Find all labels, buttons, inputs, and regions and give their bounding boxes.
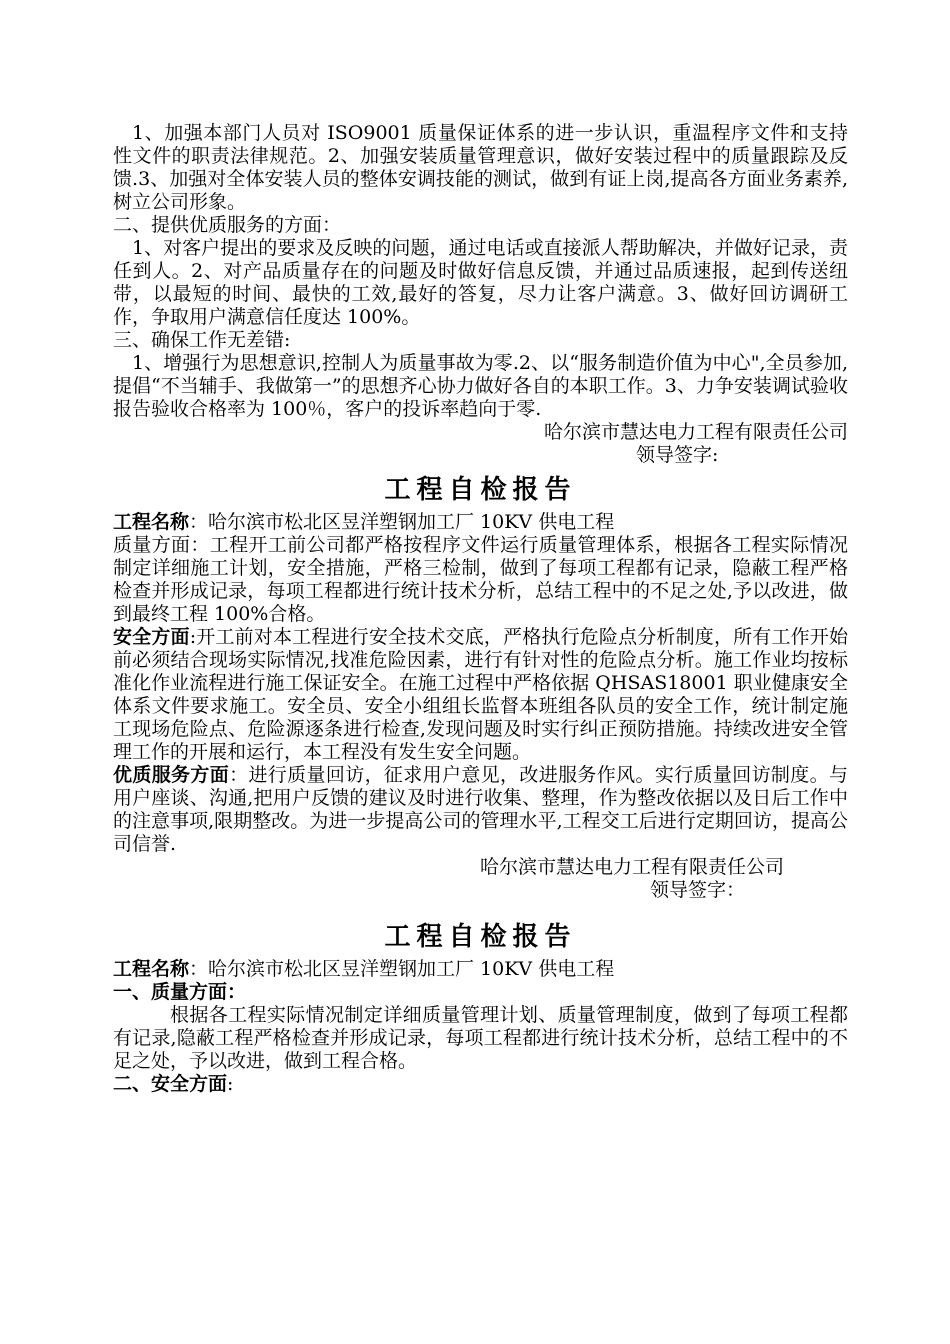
project-name <box>113 511 848 534</box>
document-page <box>113 122 848 1096</box>
report-title: 工程自检报告 <box>384 475 577 505</box>
paragraph-service: 1、对客户提出的要求及反映的问题，通过电话或直接派人帮助解决，并做好记录，责任到人。2、对产品质量存在的问题及时做好信息反馈，并通过品质速报，起到传送纽带，以最短的时间、最快的工效,最好的答复，尽力让客户满意。3、做好回访调研工作，争取用户满意信任度达 100%。 <box>113 237 848 328</box>
safety-text: :开工前对本工程进行安全技术交底，严格执行危险点分析制度，所有工作开始前必须结合现场实际情况,找准危险因素，进行有针对性的危险点分析。施工作业均按标准化作业流程进行施工保证安全。在施工过程中严格依据 QHSAS18001 职业健康安全体系文件要求施工。安全员、安全小组组长监督本班组各队员的安全工作，统计制定施工现场危险点、危险源逐条进行检查,发现问题及时实行纠正预防措施。持续改进安全管理工作的开展和运行，本工程没有发生安全问题。 <box>113 626 848 763</box>
paragraph-quality-awareness: 1、加强本部门人员对 ISO9001 质量保证体系的进一步认识，重温程序文件和支持性文件的职责法律规范。2、加强安装质量管理意识，做好安装过程中的质量跟踪及反馈.3、加强对全体安装人员的整体安调技能的测试，做到有证上岗,提高各方面业务素养,树立公司形象。 <box>113 122 848 213</box>
project-name-value: ：哈尔滨市松北区昱洋塑钢加工厂 10KV 供电工程 <box>189 511 615 533</box>
heading-safety-colon: : <box>227 1073 234 1095</box>
safety-label: 安全方面 <box>113 626 190 648</box>
company-name: 哈尔滨市慧达电力工程有限责任公司 <box>480 856 785 878</box>
heading-safety-label: 二、安全方面 <box>113 1073 228 1095</box>
project-name <box>113 958 848 981</box>
paragraph-quality-service <box>113 764 848 856</box>
heading-no-errors: 三、确保工作无差错: <box>113 329 291 351</box>
project-name-label: 工程名称 <box>113 958 190 980</box>
leader-signature: 领导签字: <box>636 444 719 466</box>
heading-safety <box>113 1073 848 1096</box>
paragraph-no-errors: 1、增强行为思想意识,控制人为质量事故为零.2、以“服务制造价值为中心",全员参加,提倡“不当辅手、我做第一”的思想齐心协力做好各自的本职工作。3、力争安装调试验收报告验收合格率为 100％，客户的投诉率趋向于零. <box>113 352 848 420</box>
project-name-label: 工程名称 <box>113 511 190 533</box>
company-name: 哈尔滨市慧达电力工程有限责任公司 <box>543 421 848 443</box>
project-name-value: ：哈尔滨市松北区昱洋塑钢加工厂 10KV 供电工程 <box>189 958 615 980</box>
report-title: 工程自检报告 <box>384 922 577 952</box>
heading-service: 二、提供优质服务的方面： <box>113 214 342 236</box>
heading-quality: 一、质量方面： <box>113 981 247 1003</box>
paragraph-quality: 质量方面：工程开工前公司都严格按程序文件运行质量管理体系，根据各工程实际情况制定详细施工计划，安全措施，严格三检制，做到了每项工程都有记录，隐蔽工程严格检查并形成记录，每项工程都进行统计技术分析，总结工程中的不足之处,予以改进，做到最终工程 100%合格。 <box>113 534 848 625</box>
leader-signature: 领导签字： <box>650 879 746 901</box>
paragraph-quality-plan: 根据各工程实际情况制定详细质量管理计划、质量管理制度，做到了每项工程都有记录,隐蔽工程严格检查并形成记录，每项工程都进行统计技术分析，总结工程中的不足之处，予以改进，做到工程合格。 <box>113 1004 848 1072</box>
paragraph-safety <box>113 626 848 764</box>
service-label: 优质服务方面 <box>113 764 230 786</box>
service-text: ：进行质量回访，征求用户意见，改进服务作风。实行质量回访制度。与用户座谈、沟通,把用户反馈的建议及时进行收集、整理，作为整改依据以及日后工作中的注意事项,限期整改。为进一步提高公司的管理水平,工程交工后进行定期回访，提高公司信誉. <box>113 764 848 855</box>
